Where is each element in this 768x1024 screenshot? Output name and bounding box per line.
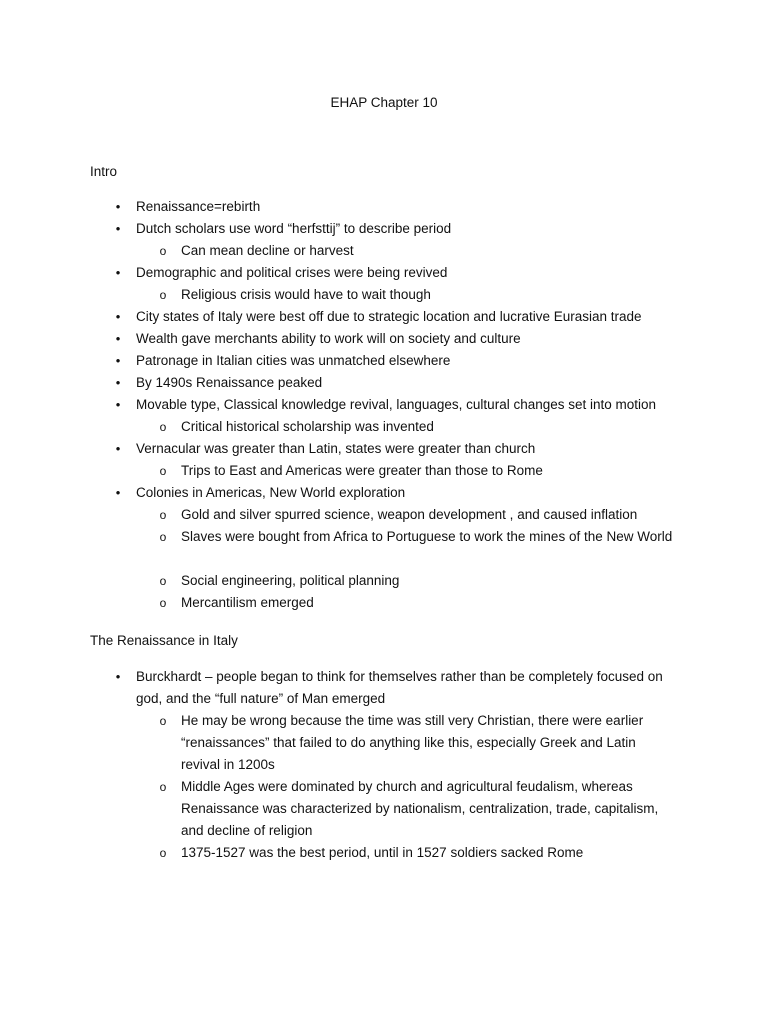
sub-list-item: o Middle Ages were dominated by church and agricultural feudalism, whereas Renaissance was characterized by nationalism, centralization, trade, capitalism, and decline of religion [0, 776, 768, 842]
sub-bullet-icon: o [159, 508, 167, 522]
bullet-icon: • [115, 397, 121, 412]
bullet-icon: • [115, 309, 121, 324]
list-item: • Patronage in Italian cities was unmatched elsewhere [0, 350, 768, 372]
sub-list-item: o Social engineering, political planning [0, 570, 768, 592]
sub-bullet-icon: o [159, 530, 167, 544]
document-title: EHAP Chapter 10 [330, 95, 438, 110]
list-item: • Renaissance=rebirth [0, 196, 768, 218]
list-item: • Vernacular was greater than Latin, states were greater than church [0, 438, 768, 460]
list-item: • By 1490s Renaissance peaked [0, 372, 768, 394]
sub-list-item: o Gold and silver spurred science, weapon development , and caused inflation [0, 504, 768, 526]
sub-list-item: o Mercantilism emerged [0, 592, 768, 614]
intro-bullet-list [0, 196, 768, 614]
list-item: • Demographic and political crises were being revived [0, 262, 768, 284]
bullet-icon: • [115, 331, 121, 346]
sub-list-item: o 1375-1527 was the best period, until in 1527 soldiers sacked Rome [0, 842, 768, 864]
section-heading-renaissance-in-italy: The Renaissance in Italy [90, 633, 238, 648]
list-item: • Colonies in Americas, New World exploration [0, 482, 768, 504]
sub-bullet-icon: o [159, 714, 167, 728]
sub-bullet-icon: o [159, 464, 167, 478]
section-heading-intro: Intro [90, 164, 118, 179]
list-item: • Burckhardt – people began to think for themselves rather than be completely focused on god, and the “full nature” of Man emerged [0, 666, 768, 710]
bullet-icon: • [115, 441, 121, 456]
bullet-icon: • [115, 265, 121, 280]
bullet-icon: • [115, 669, 121, 684]
bullet-icon: • [115, 353, 121, 368]
sub-list-item: o Can mean decline or harvest [0, 240, 768, 262]
list-item: • Wealth gave merchants ability to work will on society and culture [0, 328, 768, 350]
sub-list-item: o Slaves were bought from Africa to Portuguese to work the mines of the New World [0, 526, 768, 570]
sub-list-item: o Religious crisis would have to wait though [0, 284, 768, 306]
bullet-icon: • [115, 485, 121, 500]
bullet-icon: • [115, 375, 121, 390]
sub-bullet-icon: o [159, 596, 167, 610]
sub-bullet-icon: o [159, 574, 167, 588]
sub-list-item: o He may be wrong because the time was still very Christian, there were earlier “renaissances” that failed to do anything like this, especially Greek and Latin revival in 1200s [0, 710, 768, 776]
list-item: • Dutch scholars use word “herfsttij” to describe period [0, 218, 768, 240]
list-item: • Movable type, Classical knowledge revival, languages, cultural changes set into motion [0, 394, 768, 416]
sub-bullet-icon: o [159, 420, 167, 434]
sub-bullet-icon: o [159, 244, 167, 258]
list-item: • City states of Italy were best off due to strategic location and lucrative Eurasian trade [0, 306, 768, 328]
bullet-icon: • [115, 199, 121, 214]
sub-bullet-icon: o [159, 288, 167, 302]
sub-bullet-icon: o [159, 780, 167, 794]
italy-bullet-list [0, 666, 768, 864]
sub-bullet-icon: o [159, 846, 167, 860]
sub-list-item: o Critical historical scholarship was invented [0, 416, 768, 438]
bullet-icon: • [115, 221, 121, 236]
sub-list-item: o Trips to East and Americas were greater than those to Rome [0, 460, 768, 482]
